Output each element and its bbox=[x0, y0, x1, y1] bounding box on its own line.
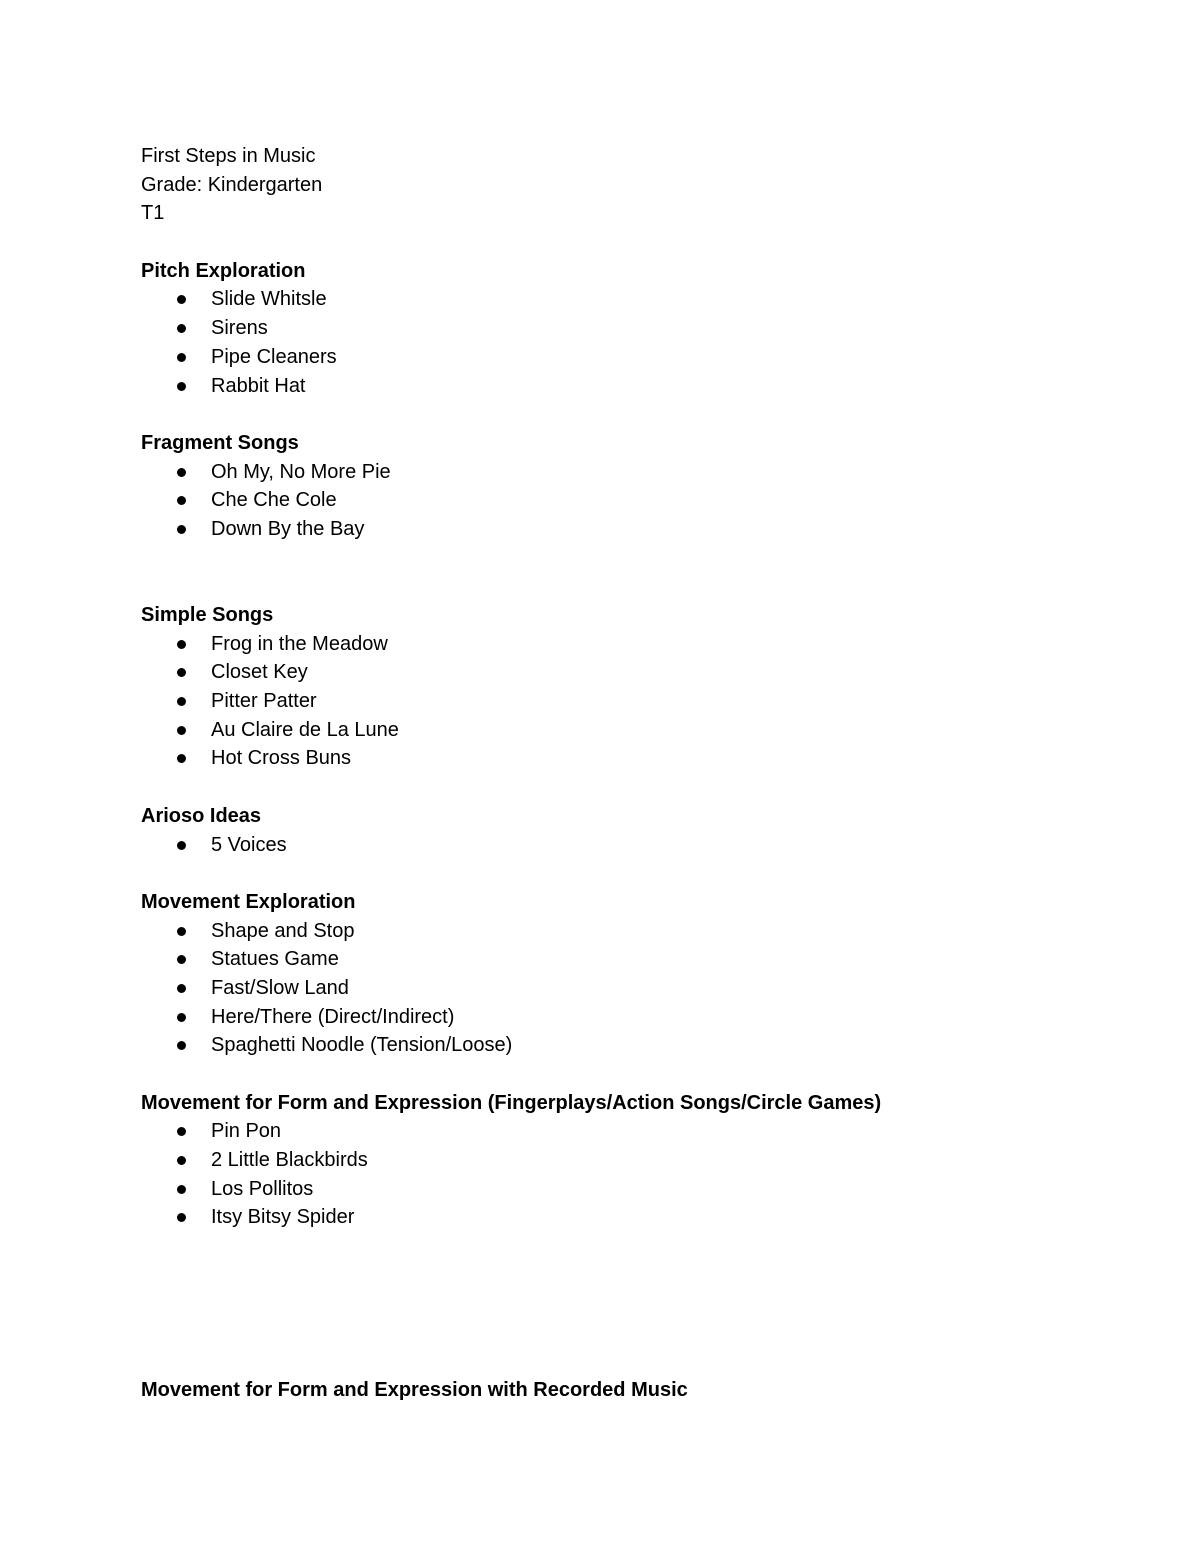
bullet-icon bbox=[177, 324, 186, 333]
list-item: 2 Little Blackbirds bbox=[141, 1146, 1141, 1175]
list-item: 5 Voices bbox=[141, 831, 1141, 860]
bullet-icon bbox=[177, 984, 186, 993]
list-item: Los Pollitos bbox=[141, 1175, 1141, 1204]
bullet-icon bbox=[177, 1041, 186, 1050]
bullet-icon bbox=[177, 668, 186, 677]
list-item: Oh My, No More Pie bbox=[141, 458, 1141, 487]
spacer bbox=[141, 859, 1141, 888]
simple-songs-list bbox=[141, 630, 1141, 773]
bullet-icon bbox=[177, 382, 186, 391]
list-item: Closet Key bbox=[141, 658, 1141, 687]
grade-line: Grade: Kindergarten bbox=[141, 173, 323, 196]
bullet-icon bbox=[177, 640, 186, 649]
section-heading-movement-form-expression: Movement for Form and Expression (Fingerplays/Action Songs/Circle Games) bbox=[141, 1091, 882, 1114]
list-item: Hot Cross Buns bbox=[141, 744, 1141, 773]
list-item: Che Che Cole bbox=[141, 486, 1141, 515]
bullet-icon bbox=[177, 496, 186, 505]
bullet-icon bbox=[177, 697, 186, 706]
section-heading-movement-exploration: Movement Exploration bbox=[141, 890, 356, 913]
list-item: Sirens bbox=[141, 314, 1141, 343]
list-item: Itsy Bitsy Spider bbox=[141, 1203, 1141, 1232]
bullet-icon bbox=[177, 754, 186, 763]
arioso-ideas-list bbox=[141, 831, 1141, 860]
fragment-songs-list bbox=[141, 458, 1141, 544]
spacer bbox=[141, 1318, 1141, 1347]
bullet-icon bbox=[177, 841, 186, 850]
list-item: Here/There (Direct/Indirect) bbox=[141, 1003, 1141, 1032]
bullet-icon bbox=[177, 955, 186, 964]
list-item: Pipe Cleaners bbox=[141, 343, 1141, 372]
bullet-icon bbox=[177, 353, 186, 362]
document-title: First Steps in Music bbox=[141, 145, 316, 167]
movement-exploration-list bbox=[141, 917, 1141, 1060]
bullet-icon bbox=[177, 1127, 186, 1136]
list-item: Shape and Stop bbox=[141, 917, 1141, 946]
section-heading-recorded-music: Movement for Form and Expression with Recorded Music bbox=[141, 1378, 688, 1401]
list-item: Rabbit Hat bbox=[141, 372, 1141, 401]
section-heading-simple-songs: Simple Songs bbox=[141, 604, 274, 626]
bullet-icon bbox=[177, 927, 186, 936]
bullet-icon bbox=[177, 1156, 186, 1165]
bullet-icon bbox=[177, 726, 186, 735]
movement-form-expression-list bbox=[141, 1117, 1141, 1232]
section-heading-arioso-ideas: Arioso Ideas bbox=[141, 804, 262, 827]
section-heading-fragment-songs: Fragment Songs bbox=[141, 431, 299, 454]
list-item: Au Claire de La Lune bbox=[141, 716, 1141, 745]
spacer bbox=[141, 773, 1141, 802]
list-item: Statues Game bbox=[141, 945, 1141, 974]
document-page bbox=[141, 142, 1141, 1404]
spacer bbox=[141, 400, 1141, 429]
spacer bbox=[141, 1060, 1141, 1089]
section-heading-pitch-exploration: Pitch Exploration bbox=[141, 259, 306, 282]
list-item: Fast/Slow Land bbox=[141, 974, 1141, 1003]
list-item: Frog in the Meadow bbox=[141, 630, 1141, 659]
spacer bbox=[141, 1232, 1141, 1261]
spacer bbox=[141, 1347, 1141, 1376]
list-item: Spaghetti Noodle (Tension/Loose) bbox=[141, 1031, 1141, 1060]
list-item: Slide Whitsle bbox=[141, 285, 1141, 314]
bullet-icon bbox=[177, 1185, 186, 1194]
list-item: Pin Pon bbox=[141, 1117, 1141, 1146]
list-item: Pitter Patter bbox=[141, 687, 1141, 716]
spacer bbox=[141, 572, 1141, 601]
term-line: T1 bbox=[141, 202, 165, 225]
pitch-exploration-list bbox=[141, 285, 1141, 400]
bullet-icon bbox=[177, 1213, 186, 1222]
spacer bbox=[141, 1290, 1141, 1319]
bullet-icon bbox=[177, 468, 186, 477]
spacer bbox=[141, 1261, 1141, 1290]
bullet-icon bbox=[177, 525, 186, 534]
list-item: Down By the Bay bbox=[141, 515, 1141, 544]
bullet-icon bbox=[177, 1013, 186, 1022]
bullet-icon bbox=[177, 295, 186, 304]
spacer bbox=[141, 544, 1141, 573]
spacer bbox=[141, 228, 1141, 257]
